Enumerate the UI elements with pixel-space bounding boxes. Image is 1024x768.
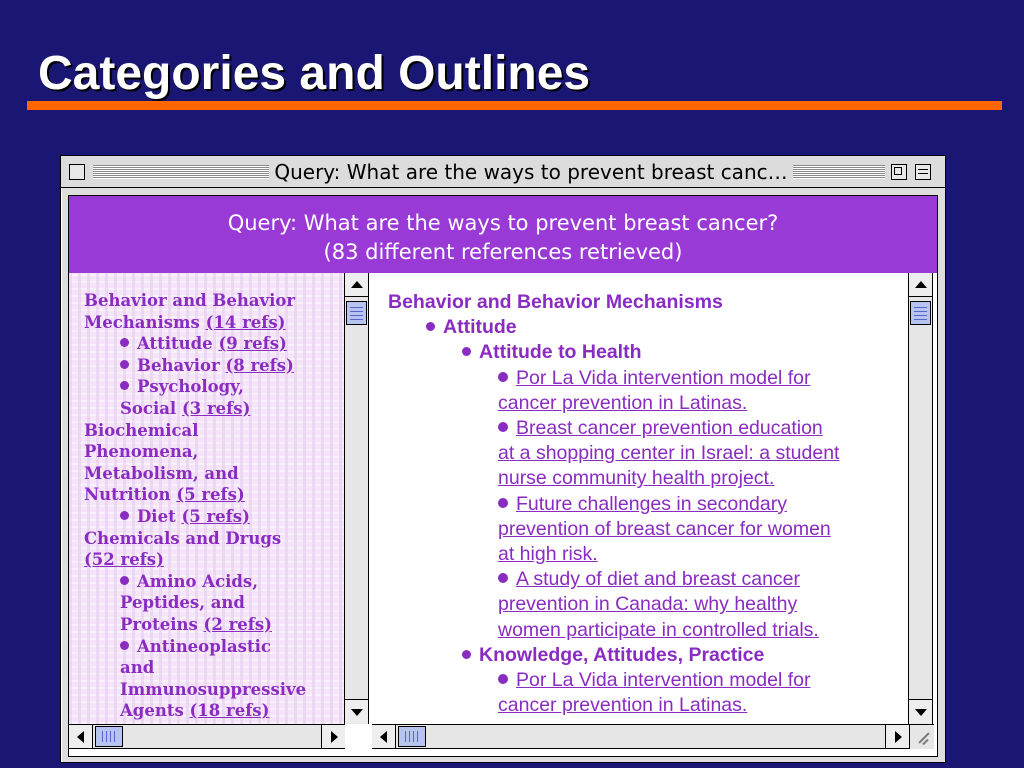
reference-link[interactable]: prevention in Canada: why healthy: [498, 593, 798, 616]
reference-link[interactable]: Por La Vida intervention model for: [388, 366, 908, 391]
scroll-thumb[interactable]: [910, 301, 931, 325]
categories-list: [69, 273, 329, 722]
arrow-left-icon: [77, 731, 84, 743]
collapse-box-icon[interactable]: [915, 164, 931, 180]
arrow-up-icon: [915, 281, 927, 288]
reference-link[interactable]: prevention of breast cancer for women: [498, 517, 831, 540]
reference-link[interactable]: women participate in controlled trials.: [498, 618, 819, 641]
category-label: Phenomena,: [84, 442, 199, 462]
subcategory-attitude: Attitude (9 refs): [84, 333, 329, 355]
right-vertical-scrollbar[interactable]: [908, 273, 933, 724]
subcategory-psychology: Psychology,: [84, 376, 329, 398]
ref-link[interactable]: (5 refs): [176, 485, 245, 505]
bullet-icon: [498, 422, 508, 432]
arrow-down-icon: [915, 709, 927, 716]
references-count: (83 different references retrieved): [323, 240, 683, 264]
category-biochemical: Biochemical: [84, 420, 199, 440]
ref-link[interactable]: (14 refs): [205, 312, 286, 332]
bullet-icon: [462, 347, 471, 356]
bullet-icon: [462, 650, 471, 659]
ref-link[interactable]: (5 refs): [181, 506, 250, 526]
bullet-icon: [120, 381, 129, 390]
query-header: [69, 196, 937, 273]
slide-title: Categories and Outlines: [38, 47, 591, 100]
arrow-right-icon: [895, 731, 902, 743]
arrow-right-icon: [331, 731, 338, 743]
titlebar-stripes: [93, 165, 269, 179]
close-box-icon[interactable]: [69, 164, 85, 180]
subcategory-diet: Diet (5 refs): [84, 506, 329, 528]
title-underline: [27, 101, 1002, 110]
category-label: Immunosuppressive: [120, 679, 307, 699]
scroll-right-button[interactable]: [321, 725, 345, 748]
resize-grip-icon[interactable]: [909, 724, 934, 749]
outline-level1: Attitude: [388, 315, 908, 340]
scroll-thumb[interactable]: [398, 726, 426, 747]
reference-link[interactable]: Breast cancer prevention education: [388, 416, 908, 441]
ref-link[interactable]: (3 refs): [181, 398, 251, 418]
reference-link[interactable]: Future challenges in secondary: [388, 492, 908, 517]
outline-heading: Behavior and Behavior Mechanisms: [388, 291, 723, 313]
categories-frame[interactable]: [69, 273, 344, 724]
ref-link[interactable]: (9 refs): [218, 334, 287, 354]
category-chemicals: Chemicals and Drugs: [84, 528, 282, 548]
arrow-left-icon: [380, 731, 387, 743]
bullet-icon: [120, 641, 129, 650]
category-label: Social: [120, 398, 177, 418]
category-label: Mechanisms: [84, 312, 200, 332]
bullet-icon: [120, 511, 129, 520]
reference-link[interactable]: nurse community health project.: [498, 467, 775, 490]
bullet-icon: [120, 576, 129, 585]
ref-link[interactable]: (52 refs): [84, 550, 164, 570]
reference-link[interactable]: A study of diet and breast cancer: [388, 567, 908, 592]
scroll-right-button[interactable]: [885, 725, 909, 748]
category-label: and: [120, 658, 155, 678]
outline-frame[interactable]: [372, 273, 908, 724]
browser-window: [60, 155, 946, 763]
reference-link[interactable]: cancer prevention in Latinas.: [498, 391, 748, 414]
subcategory-behavior: Behavior (8 refs): [84, 355, 329, 377]
bullet-icon: [498, 372, 508, 382]
ref-link[interactable]: (18 refs): [189, 701, 270, 721]
arrow-down-icon: [351, 709, 363, 716]
ref-link[interactable]: (2 refs): [203, 614, 272, 634]
left-horizontal-scrollbar[interactable]: [69, 724, 345, 749]
window-content: [68, 195, 938, 757]
ref-link[interactable]: (8 refs): [225, 355, 294, 375]
outline-level2: Knowledge, Attitudes, Practice: [388, 643, 908, 668]
scroll-up-button[interactable]: [345, 273, 368, 297]
reference-link[interactable]: Por La Vida intervention model for: [388, 668, 908, 693]
reference-link[interactable]: at a shopping center in Israel: a student: [498, 442, 840, 465]
category-label: Peptides, and: [120, 593, 245, 613]
scroll-left-button[interactable]: [372, 725, 396, 748]
window-titlebar[interactable]: [61, 156, 945, 188]
scroll-down-button[interactable]: [909, 699, 932, 723]
scroll-thumb[interactable]: [346, 301, 367, 325]
scroll-left-button[interactable]: [69, 725, 93, 748]
zoom-box-icon[interactable]: [891, 164, 907, 180]
scroll-up-button[interactable]: [909, 273, 932, 297]
frame-divider: [345, 724, 372, 749]
bullet-icon: [498, 674, 508, 684]
subcategory-antineoplastic: Antineoplastic: [84, 636, 329, 658]
bullet-icon: [426, 322, 435, 331]
category-label: Metabolism, and: [84, 463, 239, 483]
category-label: Nutrition: [84, 485, 171, 505]
bullet-icon: [120, 338, 129, 347]
arrow-up-icon: [351, 281, 363, 288]
reference-link[interactable]: at high risk.: [498, 543, 598, 566]
reference-link[interactable]: cancer prevention in Latinas.: [498, 694, 748, 717]
bullet-icon: [120, 360, 129, 369]
titlebar-stripes: [793, 165, 885, 179]
category-label: Agents: [120, 701, 184, 721]
scroll-down-button[interactable]: [345, 699, 368, 723]
query-text: Query: What are the ways to prevent breast cancer?: [227, 211, 779, 235]
category-behavior: Behavior and Behavior: [84, 291, 296, 310]
outline-level2: Attitude to Health: [388, 340, 908, 365]
bullet-icon: [498, 498, 508, 508]
left-vertical-scrollbar[interactable]: [344, 273, 369, 724]
outline-list: [372, 273, 908, 718]
subcategory-amino-acids: Amino Acids,: [84, 571, 329, 593]
category-label: Proteins: [120, 614, 198, 634]
window-title: Query: What are the ways to prevent breast canc…: [269, 160, 793, 184]
right-horizontal-scrollbar[interactable]: [372, 724, 909, 749]
scroll-thumb[interactable]: [95, 726, 123, 747]
bullet-icon: [498, 573, 508, 583]
